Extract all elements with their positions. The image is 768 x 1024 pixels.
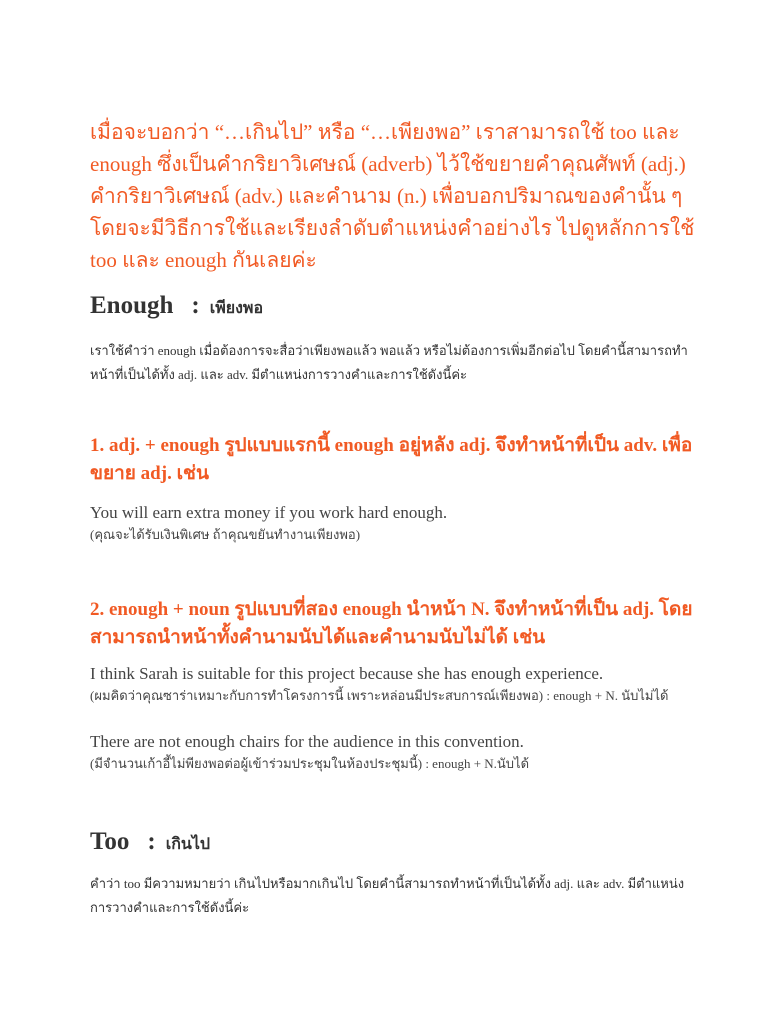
enough-colon: : bbox=[191, 292, 200, 319]
intro-paragraph: เมื่อจะบอกว่า “…เกินไป” หรือ “…เพียงพอ” เราสามารถใช้ too และ enough ซึ่งเป็นคำกริยาวิเศษณ์ (adverb) ไว้ใช้ขยายคำคุณศัพท์ (adj.) คำกริยาวิเศษณ์ (adv.) และคำนาม (n.) เพื่อบอกปริมาณของคำนั้น ๆ โดยจะมีวิธีการใช้และเรียงลำดับตำแหน่งคำอย่างไร ไปดูหลักการใช้ too และ enough กันเลยค่ะ bbox=[90, 120, 695, 272]
rule-2-example-2-thai: (มีจำนวนเก้าอี้ไม่พียงพอต่อผู้เข้าร่วมประชุมในห้องประชุมนี้) : enough + N.นับได้ bbox=[90, 756, 530, 771]
rule-2-example-2-english: There are not enough chairs for the audience in this convention. bbox=[90, 732, 524, 751]
rule-2-example-1 bbox=[90, 663, 700, 707]
rule-2-example-1-thai: (ผมคิดว่าคุณซาร่าเหมาะกับการทำโครงการนี้ เพราะหล่อนมีประสบการณ์เพียงพอ) : enough + N. นับไม่ได้ bbox=[90, 688, 669, 703]
rule-1-example-thai: (คุณจะได้รับเงินพิเศษ ถ้าคุณขยันทำงานเพียงพอ) bbox=[90, 527, 361, 542]
rule-2-heading: 2. enough + noun รูปแบบที่สอง enough นำหน้า N. จึงทำหน้าที่เป็น adj. โดยสามารถนำหน้าทั้งคำนามนับได้และคำนามนับไม่ได้ เช่น bbox=[90, 599, 693, 648]
too-word: Too bbox=[90, 828, 130, 855]
enough-description: เราใช้คำว่า enough เมื่อต้องการจะสื่อว่าเพียงพอแล้ว พอแล้ว หรือไม่ต้องการเพิ่มอีกต่อไป โดยคำนี้สามารถทำหน้าที่เป็นได้ทั้ง adj. และ adv. มีตำแหน่งการวางคำและการใช้ดังนี้ค่ะ bbox=[90, 343, 688, 382]
enough-heading bbox=[90, 292, 263, 321]
rule-1-heading: 1. adj. + enough รูปแบบแรกนี้ enough อยู่หลัง adj. จึงทำหน้าที่เป็น adv. เพื่อขยาย adj. เช่น bbox=[90, 435, 693, 484]
too-heading bbox=[90, 828, 210, 857]
rule-1-example bbox=[90, 502, 700, 546]
enough-word: Enough bbox=[90, 292, 174, 319]
enough-meaning: เพียงพอ bbox=[209, 300, 264, 317]
rule-2-example-1-english: I think Sarah is suitable for this project because she has enough experience. bbox=[90, 664, 604, 683]
too-description: คำว่า too มีความหมายว่า เกินไปหรือมากเกินไป โดยคำนี้สามารถทำหน้าที่เป็นได้ทั้ง adj. และ adv. มีตำแหน่งการวางคำและการใช้ดังนี้ค่ะ bbox=[90, 876, 685, 915]
too-colon: : bbox=[147, 828, 156, 855]
rule-2-example-2 bbox=[90, 731, 700, 775]
rule-1-example-english: You will earn extra money if you work hard enough. bbox=[90, 503, 448, 522]
too-meaning: เกินไป bbox=[165, 836, 211, 853]
